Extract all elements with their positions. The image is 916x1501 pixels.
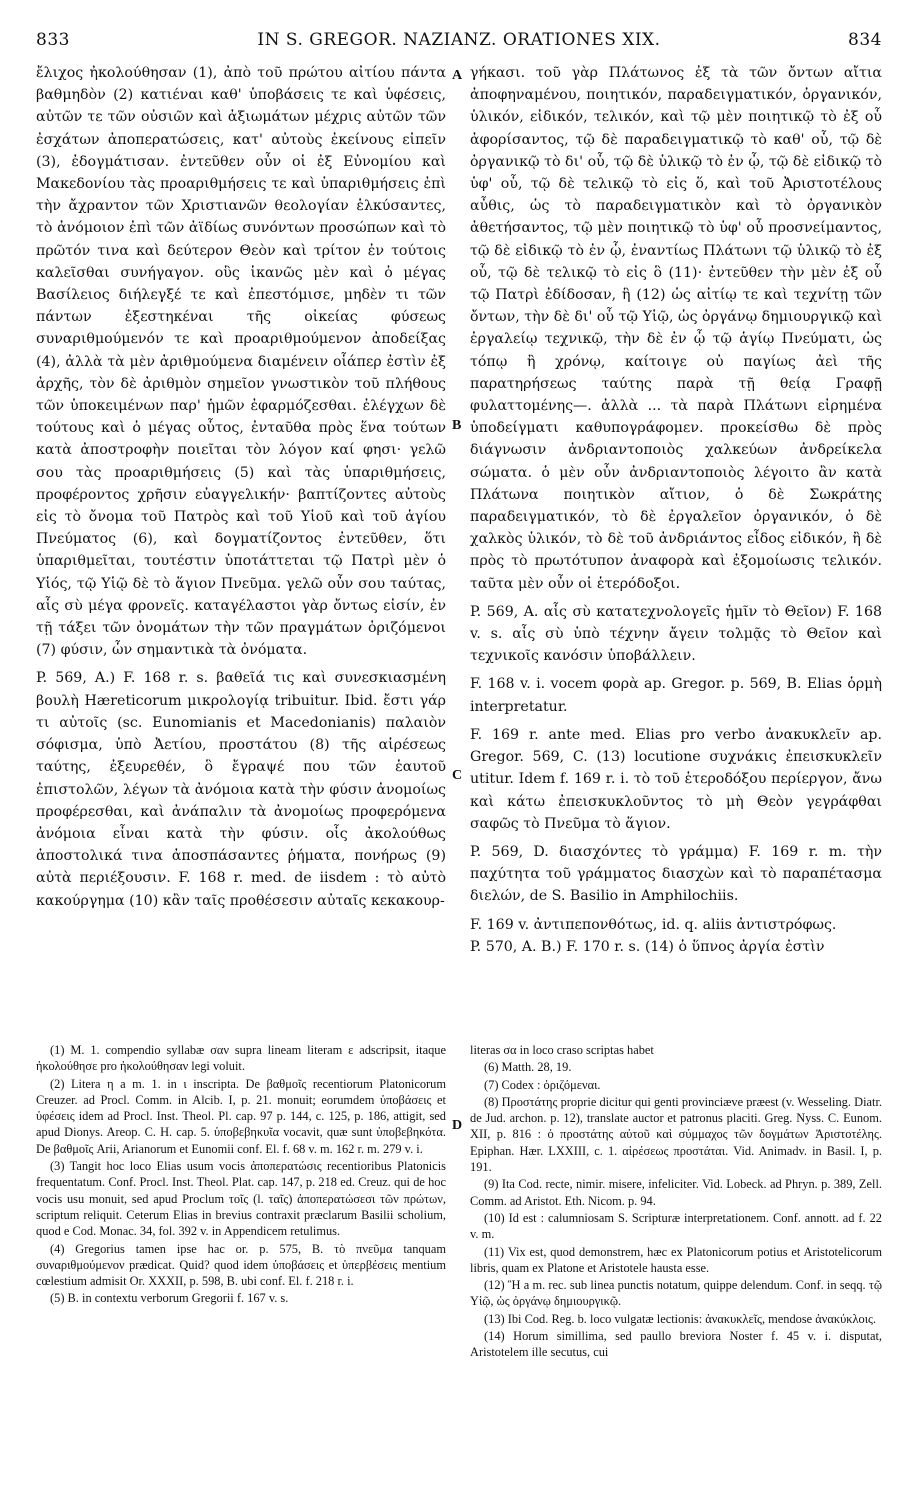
paragraph: F. 169 r. ante med. Elias pro verbo ἀνακυκλεῖν ap. Gregor. 569, C. (13) locutione συχνάκις ἐπεισκυκλεῖν utitur. Idem f. 169 r. i. τὸ τοῦ ἑτεροδόξου περίεργον, ἄνω καὶ κάτω ἐπεισκυκλοῦντος τὸ μὴ Θεὸν γεγράφθαι σαφῶς τὸ Πνεῦμα τὸ ἅγιον. — [470, 726, 882, 832]
footnote: (8) Προστάτης proprie dicitur qui genti provinciæve præest (v. Wesseling. Diatr. de Jud. archon. p. 12), translate auctor et patronus placiti. Greg. Nyss. C. Eunom. XII, p. 816 : ὁ προστάτης αὐτοῦ καὶ σύμμαχος τῶν δογμάτων Ἀριστοτέλης. Epiphan. Hær. LXXIII, c. 1. αἱρέσεως προστάται. Vid. Animadv. in Basil. I, p. 191. — [470, 1094, 882, 1175]
page-number-right: 834 — [848, 30, 882, 50]
margin-marker-c: C — [452, 768, 463, 783]
paragraph: P. 569, A.) F. 168 r. s. βαθεῖά τις καὶ συνεσκιασμένη βουλὴ Hæreticorum μικρολογίᾳ tribuitur. Ibid. ἔστι γάρ τι αὐτοῖς (sc. Eunomianis et Macedonianis) παλαιὸν σόφισμα, ὑπὸ Ἀετίου, προστάτου (8) τῆς αἱρέσεως ταύτης, ἐξευρεθέν, ὃ ἔγραψέ που τῶν ἑαυτοῦ ἐπιστολῶν, λέγων τὰ ἀνόμοια κατὰ τὴν φύσιν ἀνομοίως προφέρεσθαι, καὶ ἀνάπαλιν τὰ ἀνομοίως προφερόμενα ἀνόμοια εἶναι κατὰ τὴν φύσιν. οἷς ἀκολούθως ἀποστολικά τινα ἀποσπάσαντες ῥήματα, πονήρως (9) αὐτὰ περιέξουσιν. F. 168 r. med. de iisdem : τὸ αὐτὸ κακούργημα (10) κἂν ταῖς προθέσεσιν αὐταῖς κεκακουρ- — [36, 670, 446, 909]
paragraph: P. 569, A. αἷς σὺ κατατεχνολογεῖς ἡμῖν τὸ Θεῖον) F. 168 v. s. αἷς σὺ ὑπὸ τέχνην ἄγειν τολμᾷς τὸ Θεῖον καὶ τεχνικοῖς κανόσιν ὑποβάλλειν. — [470, 603, 882, 665]
footnotes-left-column — [36, 1042, 446, 1308]
margin-marker-d: D — [452, 1118, 463, 1133]
footnote: (14) Horum simillima, sed paullo breviora Noster f. 45 v. i. disputat, Aristotelem ille secutus, cui — [470, 1329, 882, 1360]
margin-marker-b: B — [452, 418, 462, 433]
footnote: (1) M. 1. compendio syllabæ σαν supra lineam literam ε adscripsit, itaque ἠκολούθησε pro ἠκολούθησαν legi voluit. — [36, 1043, 446, 1074]
running-header — [36, 30, 882, 56]
page-number-left: 833 — [36, 30, 70, 50]
footnote: (12) Ἣ a m. rec. sub linea punctis notatum, quippe delendum. Conf. in seqq. τῷ Υἱῷ, ὡς ὀργάνῳ δημιουργικῷ. — [470, 1278, 882, 1309]
footnotes-right-column — [470, 1042, 882, 1362]
paragraph: F. 169 v. ἀντιπεπονθότως, id. q. aliis ἀντιστρόφως. — [470, 916, 837, 933]
footnote: (3) Tangit hoc loco Elias usum vocis ἀποπερατώσις recentioribus Platonicis frequentatum. Conf. Procl. Inst. Theol. Plat. cap. 147, p. 218 ed. Creuz. qui de hoc vocis usu monuit, sed apud Proclum τοῖς (l. ταῖς) ἀποπερατώσεσι τῶν πρώτων, scriptum reliquit. Ceterum Elias in brevius contraxit præclarum Basilii scholium, quod e Cod. Monac. 34, fol. 392 v. in Appendicem retulimus. — [36, 1159, 446, 1239]
margin-marker-a: A — [452, 68, 463, 83]
footnote-continuation: literas σα in loco craso scriptas habet — [470, 1043, 654, 1057]
footnote: (13) Ibi Cod. Reg. b. loco vulgatæ lectionis: ἀνακυκλεῖς, mendose ἀνακύκλοις. — [484, 1311, 877, 1326]
paragraph: P. 569, D. διασχόντες τὸ γράμμα) F. 169 r. m. τὴν παχύτητα τοῦ γράμματος διασχὼν καὶ τὸ παραπέτασμα διελών, de S. Basilio in Amphilochiis. — [470, 843, 882, 905]
main-text-left-column — [36, 62, 446, 912]
main-text-right-column — [470, 62, 882, 958]
footnote: (7) Codex : ὁριζόμεναι. — [484, 1077, 601, 1092]
paragraph: ἔλιχος ἠκολούθησαν (1), ἀπὸ τοῦ πρώτου αἰτίου πάντα βαθμηδὸν (2) κατιέναι καθ' ὑποβάσεις τε καὶ ὑφέσεις, αὐτῶν τε τῶν οὐσιῶν καὶ ἀξιωμάτων μέχρις αὐτῶν τῶν ἐσχάτων ἀποπερατώσεις, κατ' αὐτοὺς ἐκείνους εἰπεῖν (3), ἐδογμάτισαν. ἐντεῦθεν οὖν οἱ ἐξ Εὐνομίου καὶ Μακεδονίου τὰς προαριθμήσεις τε καὶ ὑπαριθμήσεις ἐπὶ τὴν ἄχραντον τῶν Χριστιανῶν θεολογίαν ἑλκύσαντες, τὸ ἀνόμοιον ἐπὶ τῶν ἀϊδίως συνόντων προσώπων καὶ τὸ πρῶτόν τινα καὶ δεύτερον Θεὸν καὶ τρίτον ἐν τούτοις καλεῖσθαι συνήγαγον. οὓς ἱκανῶς μὲν καὶ ὁ μέγας Βασίλειος διήλεγξέ τε καὶ ἐπεστόμισε, μηδὲν τι τῶν πάντων ἐξεστηκέναι τῆς οἰκείας φύσεως συναριθμούμενόν τε καὶ προαριθμούμενον ἀποδείξας (4), ἀλλὰ τὰ μὲν ἀριθμούμενα διαμένειν οἷάπερ ἐστὶν ἐξ ἀρχῆς, τὸν δὲ ἀριθμὸν σημεῖον γνωστικὸν τοῦ πλήθους τῶν ὑποκειμένων παρ' ἡμῶν ἐφαρμόζεσθαι. ἐλέγχων δὲ τούτους καὶ ὁ μέγας οὗτος, ἐνταῦθα πρὸς ἕνα τούτων κατὰ ἀποστροφὴν ποιεῖται τὸν λόγον καί φησι· γελῶ σου τὰς προαριθμήσεις (5) καὶ τὰς ὑπαριθμήσεις, προφέροντος χρῆσιν εὐαγγελικήν· βαπτίζοντες αὐτοὺς εἰς τὸ ὄνομα τοῦ Πατρὸς καὶ τοῦ Υἱοῦ καὶ τοῦ ἁγίου Πνεύματος (6), καὶ δογματίζοντος ἐντεῦθεν, ὅτι ὑπαριθμεῖται, τουτέστιν ὑποτάττεται τῷ Πατρὶ μὲν ὁ Υἱός, τῷ Υἱῷ δὲ τὸ ἅγιον Πνεῦμα. γελῶ οὖν σου ταύτας, αἷς σὺ μέγα φρονεῖς. καταγέλαστοι γὰρ ὄντως εἰσίν, ἐν τῇ τάξει τῶν ὀνομάτων τὴν τῶν πραγμάτων ὁριζόμενοι (7) φύσιν, ὧν σημαντικὰ τὰ ὀνόματα. — [36, 65, 446, 659]
footnote: (4) Gregorius tamen ipse hac or. p. 575, B. τὸ πνεῦμα tanquam συναριθμούμενον prædicat. Quid? quod idem ὑποβάσεις et ὑπερβέσεις mentium cœlestium admisit Or. XXXII, p. 598, B. ubi conf. El. f. 218 r. i. — [36, 1241, 446, 1289]
running-title: IN S. GREGOR. NAZIANZ. ORATIONES XIX. — [257, 30, 661, 50]
paragraph: γήκασι. τοῦ γὰρ Πλάτωνος ἐξ τὰ τῶν ὄντων αἴτια ἀποφηναμένου, ποιητικόν, παραδειγματικόν, ὀργανικόν, ὑλικόν, εἰδικόν, τελικόν, καὶ τῷ μὲν ποιητικῷ τὸ ἐξ οὗ ἀφορίσαντος, τῷ δὲ παραδειγματικῷ τὸ καθ' οὗ, τῷ δὲ ὀργανικῷ τὸ δι' οὗ, τῷ δὲ ὑλικῷ τὸ ἐν ᾧ, τῷ δὲ εἰδικῷ τὸ ὑφ' οὗ, τῷ δὲ τελικῷ τὸ εἰς ὅ, καὶ τοῦ Ἀριστοτέλους αὖθις, ὡς τὸ παραδειγματικὸν καὶ τὸ ὀργανικὸν ἀθετήσαντος, τῷ μὲν ποιητικῷ τὸ ὑφ' οὗ προσνείμαντος, τῷ δὲ εἰδικῷ τὸ ἐν ᾧ, ἐναντίως Πλάτωνι τῷ ὑλικῷ τὸ ἐξ οὗ, τῷ δὲ τελικῷ τὸ εἰς ὃ (11)· ἐντεῦθεν τὴν μὲν ἐξ οὗ τῷ Πατρὶ ἐδίδοσαν, ἣ (12) ὡς αἰτίῳ τε καὶ τεχνίτῃ τῶν ὄντων, τὴν δὲ δι' οὗ τῷ Υἱῷ, ὡς ὀργάνῳ δημιουργικῷ καὶ ἐργαλείῳ τεχνικῷ, τὴν δὲ ἐν ᾧ τῷ ἁγίῳ Πνεύματι, ὡς τόπῳ ἢ χρόνῳ, καίτοιγε οὐ παγίως ἀεὶ τῆς παρατηρήσεως ταύτης παρὰ τῇ θείᾳ Γραφῇ φυλαττομένης—. ἀλλὰ ... τὰ παρὰ Πλάτωνι εἰρημένα ὑποδείγματι καθυπογράφομεν. προκείσθω δὲ πρὸς διάγνωσιν ἀνδριαντοποιὸς χαλκεύων ἀνδρείκελα σώματα. ὁ μὲν οὖν ἀνδριαντοποιὸς λέγοιτο ἂν κατὰ Πλάτωνα ποιητικὸν αἴτιον, ὁ δὲ Σωκράτης παραδειγματικόν, τὸ δὲ ἐργαλεῖον ὀργανικόν, ὁ δὲ χαλκὸς ὑλικόν, τὸ δὲ τοῦ ἀνδριάντος εἶδος εἰδικόν, ἢ δὲ πρὸς τὸ πρωτότυπον ἀναφορὰ καὶ ἐξομοίωσις τελικόν. ταῦτα μὲν οὖν οἱ ἑτερόδοξοι. — [470, 65, 883, 592]
footnote: (6) Matth. 28, 19. — [484, 1060, 572, 1075]
footnote: (11) Vix est, quod demonstrem, hæc ex Platonicorum potius et Aristotelicorum libris, quam ex Platone et Aristotele hausta esse. — [470, 1244, 882, 1275]
footnote: (10) Id est : calumniosam S. Scripturæ interpretationem. Conf. annott. ad f. 22 v. m. — [470, 1210, 882, 1242]
paragraph: P. 570, A. B.) F. 170 r. s. (14) ὁ ὕπνος ἀργία ἐστὶν — [470, 938, 825, 955]
paragraph: F. 168 v. i. vocem φορὰ ap. Gregor. p. 569, B. Elias ὁρμὴ interpretatur. — [470, 676, 882, 715]
footnote: (5) B. in contextu verborum Gregorii f. 167 v. s. — [50, 1291, 289, 1306]
footnote: (2) Litera η a m. 1. in ι inscripta. De βαθμοῖς recentiorum Platonicorum Creuzer. ad Procl. Comm. in Alcib. I, p. 21. monuit; eorumdem ὑποβάσεις et ὑφέσεις idem ad Procl. Inst. Theol. Pl. cap. 97 p. 144, c. 125, p. 186, attigit, sed apud Dionys. Areop. C. H. cap. 5. ὑποβεβηκυῖα vocavit, quæ sunt ὑποβεβηκότα. De βαθμοῖς Arii, Arianorum et Eunomii conf. El. f. 68 v. m. 162 r. m. 279 v. i. — [36, 1076, 446, 1156]
footnote: (9) Ita Cod. recte, nimir. misere, infeliciter. Vid. Lobeck. ad Phryn. p. 389, Zell. Comm. ad Aristot. Eth. Nicom. p. 94. — [470, 1177, 882, 1208]
